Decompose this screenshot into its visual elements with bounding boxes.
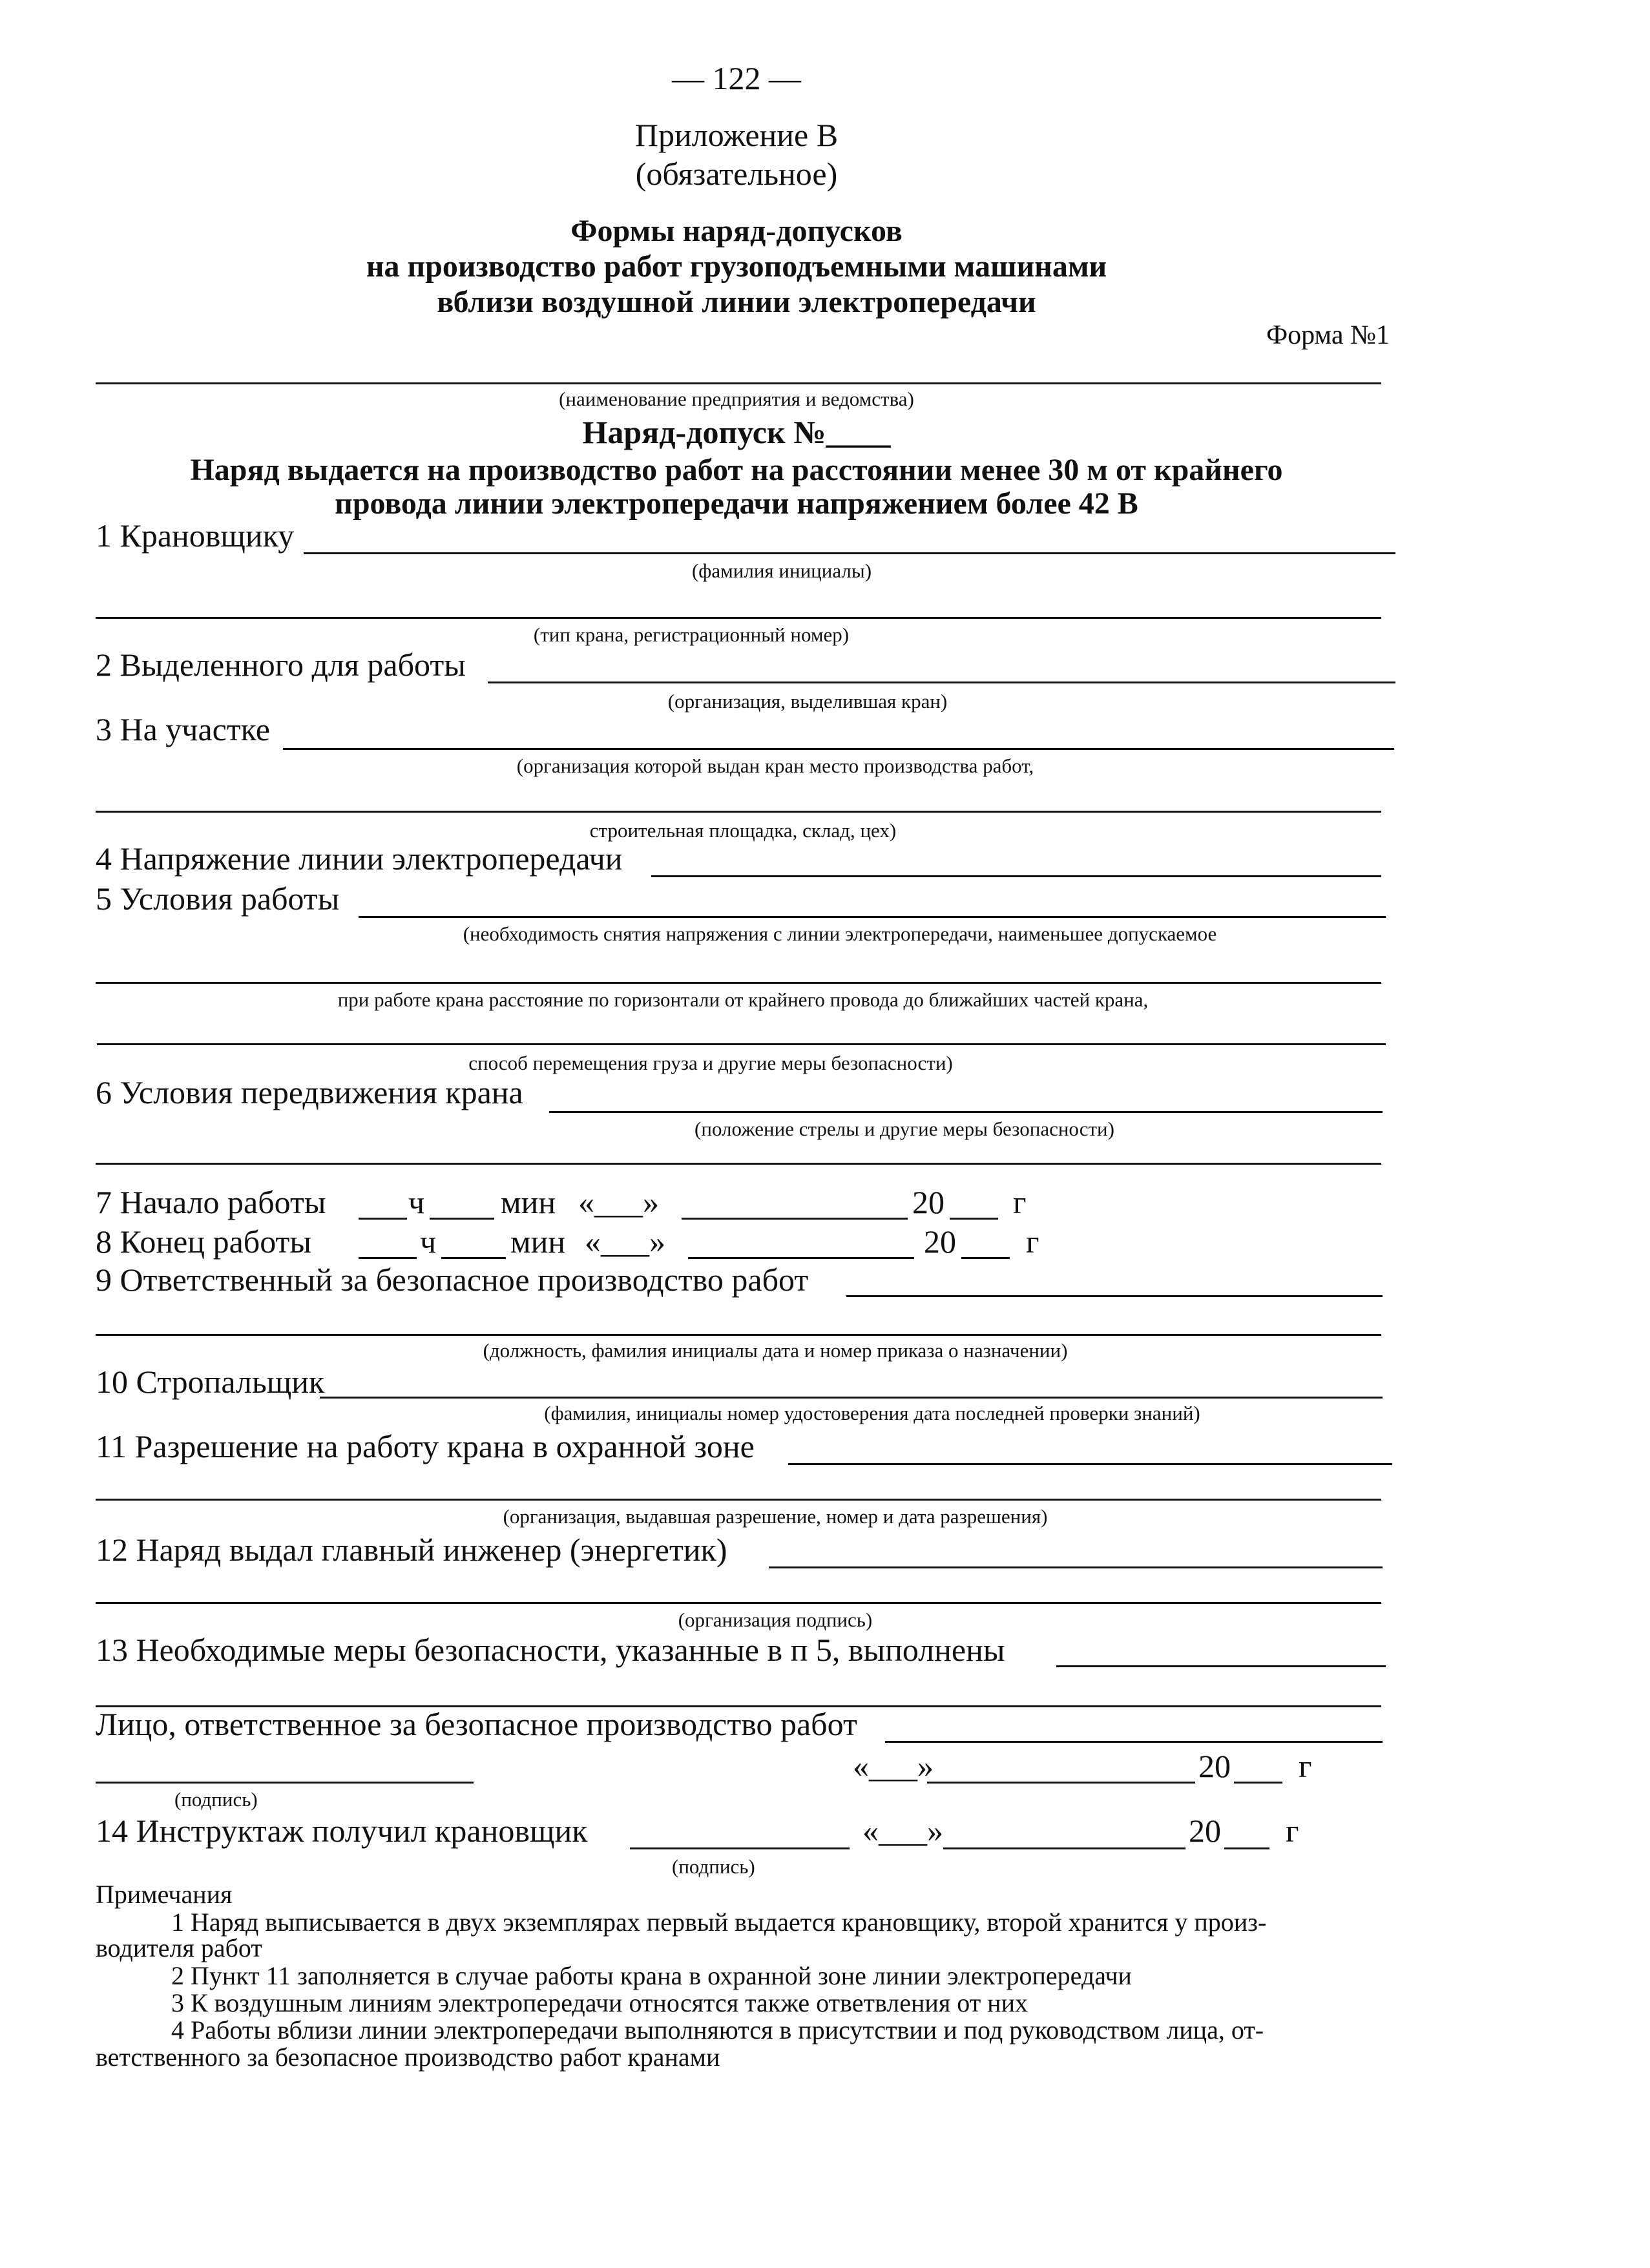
field-7-hour-unit: ч xyxy=(408,1184,425,1220)
field-4-line[interactable] xyxy=(651,875,1381,877)
field-11-caption: (организация, выдавшая разрешение, номер и дата разрешения) xyxy=(503,1505,1048,1528)
field-8-hour-blank[interactable] xyxy=(359,1257,417,1259)
field-12-caption: (организация подпись) xyxy=(678,1608,873,1631)
field-3-line[interactable] xyxy=(283,748,1394,750)
field-5-line2[interactable] xyxy=(96,982,1381,984)
field-7-year-prefix: 20 xyxy=(912,1184,945,1220)
field-6-line2[interactable] xyxy=(96,1163,1381,1165)
field-5-line3[interactable] xyxy=(97,1043,1386,1045)
field-7-g: г xyxy=(1013,1184,1027,1220)
field-7-min-blank[interactable] xyxy=(430,1218,494,1220)
field-12-line[interactable] xyxy=(769,1566,1383,1568)
field-2-line[interactable] xyxy=(488,681,1395,683)
field-11-line[interactable] xyxy=(788,1463,1392,1465)
field-1-caption2: (тип крана, регистрационный номер) xyxy=(533,623,850,646)
field-5-caption1: (необходимость снятия напряжения с линии электропередачи, наименьшее допускаемое xyxy=(463,922,1217,945)
field-12-line2[interactable] xyxy=(96,1602,1381,1604)
field-10-line[interactable] xyxy=(320,1397,1383,1399)
responsible-sign-caption: (подпись) xyxy=(174,1788,258,1811)
field-6-label: 6 Условия передвижения крана xyxy=(96,1074,523,1110)
note-4b: ветственного за безопасное производство работ кранами xyxy=(96,2043,720,2072)
appendix-subtitle: (обязательное) xyxy=(635,156,838,192)
field-3-line2[interactable] xyxy=(96,811,1381,813)
field-3-caption2: строительная площадка, склад, цех) xyxy=(589,819,897,842)
responsible-g: г xyxy=(1299,1748,1312,1784)
field-9-label: 9 Ответственный за безопасное производство работ xyxy=(96,1262,809,1298)
field-4-label: 4 Напряжение линии электропередачи xyxy=(96,840,623,877)
field-13-label: 13 Необходимые меры безопасности, указанные в п 5, выполнены xyxy=(96,1632,1005,1668)
field-14-g: г xyxy=(1286,1813,1299,1849)
note-4a: 4 Работы вблизи линии электропередачи выполняются в присутствии и под руководством лица, от- xyxy=(171,2015,1264,2044)
field-9-caption: (должность, фамилия инициалы дата и номер приказа о назначении) xyxy=(483,1339,1068,1362)
field-8-min-blank[interactable] xyxy=(441,1257,506,1259)
heading-line3: вблизи воздушной линии электропередачи xyxy=(437,285,1036,319)
field-8-year-prefix: 20 xyxy=(924,1223,956,1260)
permit-desc-line1: Наряд выдается на производство работ на расстоянии менее 30 м от крайнего xyxy=(190,453,1283,487)
field-14-year-blank[interactable] xyxy=(1224,1847,1269,1849)
field-8-min-unit: мин xyxy=(510,1223,566,1260)
field-2-caption: (организация, выделившая кран) xyxy=(667,690,948,713)
field-1-caption: (фамилия инициалы) xyxy=(691,559,872,582)
field-8-g: г xyxy=(1026,1223,1039,1260)
field-8-day[interactable]: «___» xyxy=(585,1223,665,1260)
field-2-label: 2 Выделенного для работы xyxy=(96,647,466,683)
field-7-label: 7 Начало работы xyxy=(96,1184,326,1220)
field-9-line[interactable] xyxy=(846,1295,1383,1297)
page-number: — 122 — xyxy=(672,60,801,96)
notes-title: Примечания xyxy=(96,1880,233,1909)
heading-line2: на производство работ грузоподъемными машинами xyxy=(366,249,1107,284)
field-5-caption2: при работе крана расстояние по горизонтали от крайнего провода до ближайших частей крана, xyxy=(337,988,1149,1011)
field-5-line[interactable] xyxy=(359,916,1386,918)
note-3: 3 К воздушным линиям электропередачи относятся также ответвления от них xyxy=(171,1988,1028,2017)
responsible-year-prefix: 20 xyxy=(1198,1748,1231,1784)
field-10-caption: (фамилия, инициалы номер удостоверения дата последней проверки знаний) xyxy=(544,1402,1200,1424)
field-7-min-unit: мин xyxy=(501,1184,556,1220)
appendix-title: Приложение В xyxy=(634,117,839,153)
field-14-sign-line[interactable] xyxy=(630,1847,850,1849)
field-1-line[interactable] xyxy=(304,552,1395,554)
field-1-label: 1 Крановщику xyxy=(96,517,295,554)
field-6-caption: (положение стрелы и другие меры безопасности) xyxy=(694,1118,1114,1140)
field-7-hour-blank[interactable] xyxy=(359,1218,407,1220)
enterprise-line xyxy=(96,382,1381,384)
field-14-day[interactable]: «___» xyxy=(862,1813,943,1849)
enterprise-caption: (наименование предприятия и ведомства) xyxy=(559,388,914,410)
permit-desc-line2: провода линии электропередачи напряжением более 42 В xyxy=(335,486,1138,521)
field-8-month-blank[interactable] xyxy=(688,1257,914,1259)
form-label: Форма №1 xyxy=(1266,320,1390,350)
field-9-line2[interactable] xyxy=(96,1334,1381,1336)
responsible-year-blank[interactable] xyxy=(1234,1782,1282,1784)
permit-title: Наряд-допуск №____ xyxy=(582,414,891,450)
field-8-hour-unit: ч xyxy=(420,1223,437,1260)
field-3-label: 3 На участке xyxy=(96,711,270,747)
field-6-line[interactable] xyxy=(549,1111,1383,1113)
field-7-day[interactable]: «___» xyxy=(578,1184,659,1220)
field-8-year-blank[interactable] xyxy=(961,1257,1010,1259)
field-5-label: 5 Условия работы xyxy=(96,880,340,917)
field-11-line2[interactable] xyxy=(96,1499,1381,1501)
note-1a: 1 Наряд выписывается в двух экземплярах первый выдается крановщику, второй хранится у произ- xyxy=(171,1908,1267,1937)
field-12-label: 12 Наряд выдал главный инженер (энергетик) xyxy=(96,1532,727,1568)
note-2: 2 Пункт 11 заполняется в случае работы крана в охранной зоне линии электропередачи xyxy=(171,1961,1132,1990)
field-7-month-blank[interactable] xyxy=(682,1218,908,1220)
responsible-sign-line[interactable] xyxy=(96,1782,474,1784)
field-14-sign-caption: (подпись) xyxy=(672,1855,755,1878)
field-11-label: 11 Разрешение на работу крана в охранной зоне xyxy=(96,1428,755,1464)
field-10-label: 10 Стропальщик xyxy=(96,1364,325,1400)
responsible-month-blank[interactable] xyxy=(927,1782,1195,1784)
note-1b: водителя работ xyxy=(96,1933,262,1962)
field-7-year-blank[interactable] xyxy=(950,1218,998,1220)
field-14-label: 14 Инструктаж получил крановщик xyxy=(96,1813,588,1849)
field-1-line2[interactable] xyxy=(96,617,1381,619)
field-8-label: 8 Конец работы xyxy=(96,1223,311,1260)
field-14-year-prefix: 20 xyxy=(1189,1813,1221,1849)
responsible-label: Лицо, ответственное за безопасное производство работ xyxy=(96,1706,857,1742)
responsible-day[interactable]: «___» xyxy=(853,1748,934,1784)
heading-line1: Формы наряд-допусков xyxy=(570,214,903,248)
field-13-line[interactable] xyxy=(1056,1665,1386,1667)
field-5-caption3: способ перемещения груза и другие меры безопасности) xyxy=(468,1052,953,1074)
field-3-caption1: (организация которой выдан кран место производства работ, xyxy=(516,754,1034,777)
responsible-line[interactable] xyxy=(885,1741,1383,1743)
field-14-month-blank[interactable] xyxy=(943,1847,1185,1849)
